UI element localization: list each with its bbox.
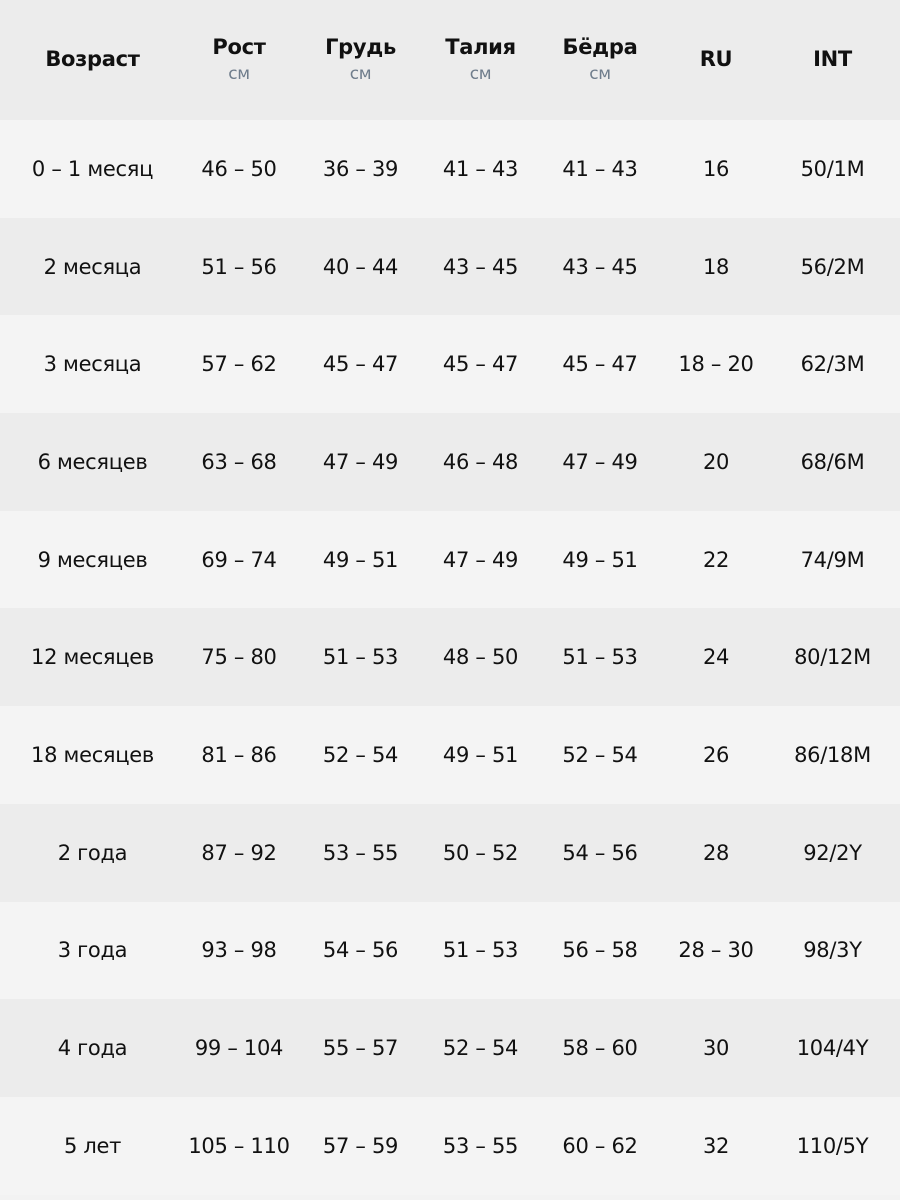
column-header-int-size [765,48,900,71]
table-cell-waist: 45 – 47 [442,352,519,377]
table-row [0,1097,900,1195]
table-row [0,315,900,413]
table-cell-hips: 47 – 49 [562,449,638,474]
table-cell-hips: 51 – 53 [562,645,638,670]
table-cell-hips: 60 – 62 [562,1133,638,1158]
table-cell-ru-size: 30 [702,1036,730,1061]
table-row [0,511,900,609]
table-cell-age: 2 года [57,840,128,865]
table-cell-height: 57 – 62 [201,352,277,377]
table-cell-hips: 45 – 47 [562,352,638,377]
column-header-label: Возраст [45,47,140,72]
table-cell-waist: 48 – 50 [442,645,519,670]
table-cell-age: 4 года [57,1036,128,1061]
table-cell-age: 6 месяцев [37,449,148,474]
table-cell-int-size: 56/2M [800,254,865,279]
table-row [0,218,900,316]
table-cell-height: 87 – 92 [201,840,277,865]
table-cell-age: 9 месяцев [37,547,148,572]
table-cell-height: 81 – 86 [201,742,277,767]
table-cell-chest: 51 – 53 [322,645,399,670]
table-cell-int-size: 62/3M [800,352,865,377]
table-cell-ru-size: 32 [702,1133,730,1158]
column-header-chest [293,36,428,84]
table-cell-ru-size: 28 – 30 [678,938,754,963]
table-cell-height: 99 – 104 [194,1036,284,1061]
table-cell-chest: 45 – 47 [322,352,399,377]
table-cell-waist: 41 – 43 [442,156,519,181]
column-header-waist [428,36,533,84]
table-cell-chest: 53 – 55 [322,840,399,865]
column-header-label: Бёдра [562,35,638,60]
table-cell-ru-size: 22 [702,547,730,572]
table-cell-age: 12 месяцев [31,645,154,670]
table-cell-hips: 49 – 51 [562,547,638,572]
table-cell-int-size: 74/9M [800,547,865,572]
table-cell-waist: 52 – 54 [442,1036,519,1061]
column-header-unit: см [228,64,250,85]
table-row [0,120,900,218]
column-header-label: INT [813,47,852,72]
table-cell-ru-size: 16 [702,156,730,181]
table-cell-ru-size: 20 [702,449,730,474]
table-row [0,999,900,1097]
table-cell-hips: 58 – 60 [562,1036,638,1061]
table-cell-hips: 41 – 43 [562,156,638,181]
table-cell-height: 69 – 74 [201,547,277,572]
table-cell-age: 2 месяца [43,254,142,279]
table-cell-height: 51 – 56 [201,254,277,279]
table-row [0,804,900,902]
table-cell-height: 75 – 80 [201,645,277,670]
table-cell-int-size: 104/4Y [796,1036,869,1061]
column-header-label: Грудь [325,35,396,60]
table-cell-waist: 51 – 53 [442,938,519,963]
table-cell-ru-size: 18 [702,254,730,279]
table-cell-age: 0 – 1 месяц [31,156,154,181]
column-header-unit: см [469,64,492,85]
table-cell-hips: 43 – 45 [562,254,638,279]
table-cell-age: 3 месяца [43,352,142,377]
table-cell-chest: 40 – 44 [322,254,399,279]
table-cell-waist: 47 – 49 [442,547,519,572]
table-body [0,120,900,1195]
table-cell-hips: 52 – 54 [562,742,638,767]
table-cell-ru-size: 28 [702,840,730,865]
table-cell-chest: 54 – 56 [322,938,399,963]
column-header-height [185,36,293,84]
table-cell-age: 18 месяцев [31,742,154,767]
table-row [0,608,900,706]
column-header-label: Рост [212,35,266,60]
table-cell-height: 105 – 110 [188,1133,290,1158]
table-cell-int-size: 80/12M [794,645,871,670]
table-cell-int-size: 110/5Y [796,1133,869,1158]
table-cell-chest: 57 – 59 [322,1133,399,1158]
table-cell-chest: 52 – 54 [322,742,399,767]
table-cell-waist: 53 – 55 [442,1133,519,1158]
table-cell-chest: 55 – 57 [322,1036,399,1061]
table-row [0,413,900,511]
table-cell-waist: 43 – 45 [442,254,519,279]
table-cell-waist: 49 – 51 [442,742,519,767]
column-header-unit: см [349,64,372,85]
table-row [0,902,900,1000]
column-header-ru-size [667,48,765,71]
column-header-unit: см [589,64,611,85]
table-cell-chest: 36 – 39 [322,156,399,181]
table-cell-hips: 56 – 58 [562,938,638,963]
table-header-row [0,0,900,120]
table-cell-int-size: 98/3Y [803,938,862,963]
table-cell-ru-size: 18 – 20 [678,352,754,377]
table-cell-ru-size: 26 [702,742,730,767]
table-cell-height: 93 – 98 [201,938,277,963]
table-cell-int-size: 68/6M [800,449,865,474]
table-row [0,706,900,804]
table-cell-int-size: 86/18M [794,742,871,767]
table-cell-height: 46 – 50 [201,156,277,181]
column-header-label: RU [699,47,733,72]
table-cell-age: 5 лет [63,1133,122,1158]
column-header-age [0,48,185,71]
table-cell-chest: 49 – 51 [322,547,399,572]
table-cell-chest: 47 – 49 [322,449,399,474]
table-cell-height: 63 – 68 [201,449,277,474]
table-cell-waist: 46 – 48 [442,449,519,474]
table-cell-hips: 54 – 56 [562,840,638,865]
column-header-hips [533,36,667,84]
table-cell-int-size: 92/2Y [803,840,862,865]
table-cell-waist: 50 – 52 [442,840,519,865]
table-cell-ru-size: 24 [702,645,730,670]
table-cell-int-size: 50/1M [800,156,865,181]
column-header-label: Талия [445,35,516,60]
table-cell-age: 3 года [57,938,128,963]
